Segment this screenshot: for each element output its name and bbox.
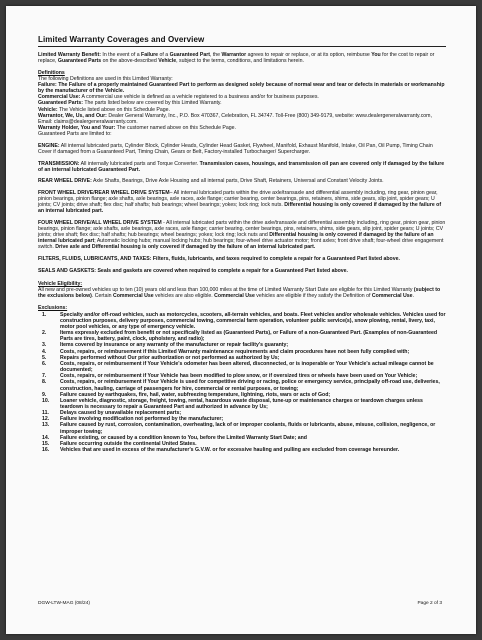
eligibility-text-part: vehicles are eligible if they satisfy the Definition of xyxy=(254,292,372,299)
eligibility-text-part: vehicles are also eligible. xyxy=(153,292,215,299)
benefit-lead: Limited Warranty Benefit: xyxy=(38,52,101,58)
exclusions-list xyxy=(38,312,446,454)
page-title: Limited Warranty Coverages and Overview xyxy=(38,35,205,44)
definition-warrantor xyxy=(38,113,446,125)
exclusion-text: Failure involving modification not performed by the manufacturer; xyxy=(60,416,224,423)
definition-term: Failure: xyxy=(38,82,57,89)
benefit-term: Guaranteed Parts xyxy=(57,58,102,65)
section-text: All internal lubricated parts, Cylinder Block, Cylinder Heads, Cylinder Head Gasket, Flywheel, Manifold, Exhaust Manifold, Intake, Oil Pan, Oil Pump, Timing Chain Cover if damaged from a Guaranteed Part, Timing Chain, Gears or Belt, Factory-installed Turbocharger/ Supercharger. xyxy=(38,142,433,155)
benefit-text: In the event of a xyxy=(100,52,142,58)
exclusion-number: 16. xyxy=(42,447,50,454)
rear-wheel-drive-section xyxy=(38,178,446,184)
definitions-intro: The following Definitions are used in this Limited Warranty: xyxy=(38,75,173,82)
vehicle-eligibility-section xyxy=(38,281,446,299)
definition-text: The parts listed below are covered by this Limited Warranty. xyxy=(82,100,222,107)
section-text: All internally lubricated parts and Torque Converter. xyxy=(79,160,200,167)
exclusion-number: 12. xyxy=(42,416,50,423)
exclusions-heading: Exclusions: xyxy=(38,304,68,311)
exclusion-text: Costs, repairs, or reimbursement if this Limited Warranty maintenance requirements and claim procedures have not been fully complied with; xyxy=(60,348,410,355)
definition-term: Warrantor, We, Us, and Our: xyxy=(38,112,107,119)
guaranteed-parts-limited: Guaranteed Parts are limited to: xyxy=(38,131,112,138)
benefit-term: Guaranteed Part xyxy=(169,52,210,58)
exclusion-item xyxy=(38,312,446,330)
exclusion-number: 15. xyxy=(42,440,50,447)
benefit-text: for the cost to repair or replace, xyxy=(38,52,435,65)
exclusion-number: 9. xyxy=(42,391,47,398)
benefit-text: on the above-described xyxy=(101,58,159,65)
section-heading: TRANSMISSION: xyxy=(38,160,80,167)
exclusions-section xyxy=(38,305,446,454)
eligibility-bold: (subject to the exclusions below) xyxy=(38,286,441,299)
page-number: Page 2 of 3 xyxy=(417,601,442,606)
exclusion-text: Costs, repairs, or reimbursement if Your Vehicle has been modified to plow snow, or if oversized tires or wheels have been used on Your Vehicle; xyxy=(60,373,418,380)
section-text: ; Automatic locking hubs; manual locking hubs; hub bearings; four-wheel drive actuator motor; front axles; front drive shaft; four-wheel drive engagement switch. xyxy=(38,238,444,251)
definition-term: Commercial Use: xyxy=(38,94,81,101)
section-heading: FOUR WHEEL DRIVE/ALL WHEEL DRIVE SYSTEM xyxy=(38,219,162,226)
benefit-term: You xyxy=(371,52,381,58)
exclusion-number: 10. xyxy=(42,397,50,404)
exclusion-number: 1. xyxy=(42,311,47,318)
exclusion-text: Delays caused by unavailable replacement parts; xyxy=(60,410,182,417)
eligibility-bold: Commercial Use xyxy=(112,292,154,299)
form-id: DGW-LTW-MAG (08/24) xyxy=(38,601,90,606)
exclusion-number: 3. xyxy=(42,342,47,349)
benefit-term: Failure xyxy=(141,52,159,58)
definition-failure xyxy=(38,82,446,94)
eligibility-text-part: All new and pre-owned vehicles up to ten (10) years old and less than 100,000 miles at the time of Limited Warranty Start Date are eligible for this Limited Warranty xyxy=(38,286,414,293)
section-text: Axle Shafts, Bearings, Drive Axle Housing and all internal parts, Drive Shaft, Retainers, Universal and Constant Velocity Joints. xyxy=(91,178,384,185)
exclusion-item xyxy=(38,422,446,434)
exclusion-item xyxy=(38,379,446,391)
definition-term: Guaranteed Parts: xyxy=(38,100,83,107)
filters-section: FILTERS, FLUIDS, LUBRICANTS, AND TAXES: Filters, fluids, lubricants, and taxes required to complete a repair for a Guaranteed Part listed above. xyxy=(38,255,400,262)
definition-text: The Vehicle listed above on this Schedule Page. xyxy=(57,106,170,113)
exclusion-text: Specialty and/or off-road vehicles, such as motorcycles, scooters, all-terrain vehicles, and boats. Fleet vehicles and/or wholesale vehicles. Vehicles used for construction purposes, delivery purposes, commercial towing, commercial farm operation, volunteer public service(s), snow plowing, rental, livery, taxi, motor pool vehicles, or any type of emergency vehicle. xyxy=(60,311,446,330)
benefit-term: Vehicle xyxy=(158,58,177,65)
definitions-section xyxy=(38,70,446,138)
definition-term: Warranty Holder, You and Your: xyxy=(38,125,116,132)
definition-text: The customer named above on this Schedule Page. xyxy=(115,125,236,132)
front-wheel-drive-section xyxy=(38,190,446,215)
section-bold-text: Transmission cases, housings, and transmission oil pan are covered only if damaged by the failure of an internal lubricated Guaranteed Part. xyxy=(38,160,445,173)
engine-section xyxy=(38,143,446,155)
eligibility-text-part: . Certain xyxy=(91,292,113,299)
exclusion-text: Costs, repairs, or reimbursement if Your Vehicle's odometer has been altered, disconnected, or is inoperable or Your Vehicle's actual mileage cannot be documented; xyxy=(60,360,434,374)
exclusion-text: Vehicles that are used in excess of the manufacturer's G.V.W. or for excessive hauling and pulling are excluded from coverage hereunder. xyxy=(60,447,400,454)
exclusion-number: 13. xyxy=(42,422,50,429)
benefit-text: , subject to the terms, conditions, and limitations herein. xyxy=(176,58,304,65)
eligibility-text xyxy=(38,287,446,299)
seals-section: SEALS AND GASKETS: Seals and gaskets are covered when required to complete a repair for a Guaranteed Part listed above. xyxy=(38,267,349,274)
document-body xyxy=(38,52,446,453)
exclusion-number: 11. xyxy=(42,410,49,417)
title-divider xyxy=(38,46,446,47)
section-heading: REAR WHEEL DRIVE: xyxy=(38,178,92,185)
eligibility-heading: Vehicle Eligibility: xyxy=(38,280,83,287)
exclusion-item xyxy=(38,447,446,453)
section-text: – All internal lubricated parts within the drive axle/transaxle and differential assembly including, ring gear, pinion gear, pinion bearings, pinion flange; axle shafts, axle bearings, axle races, axle flange; carrier bearing, center bearings, pins, retainers, shims, side gears, slip joint, spider gears; U joints; CV joints; drive shaft; flex disc; half shafts; hub bearings; wheel bearings; yokes; lock ring; lock nuts. xyxy=(38,189,438,209)
exclusion-text: Items expressly excluded from benefit or not specifically listed as (Guaranteed Parts), or Failure of a non-Guaranteed Part. (Examples of non-Guaranteed Parts are tires, battery, paint, clock, upholstery, and radio); xyxy=(60,330,438,343)
exclusion-text: Repairs performed without Our prior authorization or not performed as authorized by Us; xyxy=(60,354,280,361)
exclusion-number: 7. xyxy=(42,373,47,380)
exclusion-number: 2. xyxy=(42,330,47,337)
section-bold-text: Differential housing is only covered if damaged by the failure of an internal lubricated part xyxy=(38,232,434,245)
definitions-heading: Definitions xyxy=(38,69,65,76)
definition-text: The Failure of a properly maintained Guaranteed Part to perform as designed solely because of normal wear and tear or defects in materials or workmanship by the manufacturer of the Vehicle. xyxy=(38,82,445,95)
definition-text: A commercial use vehicle is defined as a vehicle registered to a business and/or for business purposes. xyxy=(80,94,319,101)
exclusion-text: Loaner vehicle, diagnostic, storage, freight, towing, rental, hazardous waste disposal, tune-up or maintenance charges or teardown charges unless teardown is necessary to repair a Guaranteed Part and authorized in advance by Us; xyxy=(60,397,423,411)
eligibility-bold: Commercial Use xyxy=(214,292,255,299)
exclusion-text: Failure caused by rust, corrosion, contamination, overheating, lack of or improper coolants, fluids or lubricants, abuse, misuse, collision, negligence, or improper towing; xyxy=(60,422,436,435)
exclusion-text: Failure existing, or caused by a condition known to You, before the Limited Warranty Start Date; and xyxy=(60,434,307,441)
benefit-text: of a xyxy=(158,52,170,58)
eligibility-bold: Commercial Use xyxy=(371,292,413,299)
exclusion-text: Failure caused by earthquakes, fire, hail, water, subfreezing temperature, lightning, riots, wars or acts of God; xyxy=(60,391,331,398)
exclusion-number: 4. xyxy=(42,348,47,355)
document-page xyxy=(6,6,476,634)
exclusion-item xyxy=(38,398,446,410)
benefit-text: agrees to repair or replace, or at its option, reimburse xyxy=(246,52,372,58)
eligibility-text-part: . xyxy=(412,292,415,299)
exclusion-number: 5. xyxy=(42,354,47,361)
section-bold-text: Differential housing is only covered if damaged by the failure of an internal lubricated part. xyxy=(38,202,442,215)
exclusion-text: Costs, repairs, or reimbursement if Your Vehicle is used for competitive driving or racing, police or emergency service, principally off-road use, deliveries, construction, hauling, carriage of passengers for hire, commercial or rental purposes, or towing; xyxy=(60,379,440,392)
limited-warranty-benefit xyxy=(38,52,446,64)
exclusion-number: 6. xyxy=(42,360,47,367)
benefit-term: Warrantor xyxy=(221,52,247,58)
section-bold-text: Drive axle and Differential housing is only covered if damaged by the failure of an internal lubricated part. xyxy=(55,244,316,251)
definition-term: Vehicle: xyxy=(38,106,58,113)
exclusion-text: Items covered by insurance or any warranty of the manufacturer or repair facility's guaranty; xyxy=(60,342,289,349)
benefit-text: , the xyxy=(209,52,222,58)
four-wheel-drive-section xyxy=(38,220,446,251)
exclusion-item xyxy=(38,330,446,342)
exclusion-number: 8. xyxy=(42,379,47,386)
exclusion-item xyxy=(38,361,446,373)
exclusion-number: 14. xyxy=(42,434,50,441)
section-heading: FRONT WHEEL DRIVE/REAR WHEEL DRIVE SYSTEM xyxy=(38,189,170,196)
transmission-section xyxy=(38,161,446,173)
definition-text: Dealer General Warranty, Inc., P.O. Box 470367, Celebration, FL 34747. Toll-Free (800) 349-9179, website: www.dealergeneralwarranty.com, Email: claims@dealergeneralwarranty.com. xyxy=(38,112,432,125)
section-text: - All internal lubricated parts within the drive axle/transaxle and differential assembly including, ring gear, pinion gear, pinion bearings, pinion flange; axle shafts, axle bearings, axle races, axle flange; carrier bearing, center bearings, pins, retainers, shims, side gears, slip joint, spider gears; U joints; CV joints; drive shaft; flex disc; half shafts; hub bearings; wheel bearings; yokes; lock ring; lock nuts and xyxy=(38,219,446,239)
exclusion-text: Failure occurring outside the continental United States. xyxy=(60,440,197,447)
section-heading: ENGINE: xyxy=(38,142,60,149)
